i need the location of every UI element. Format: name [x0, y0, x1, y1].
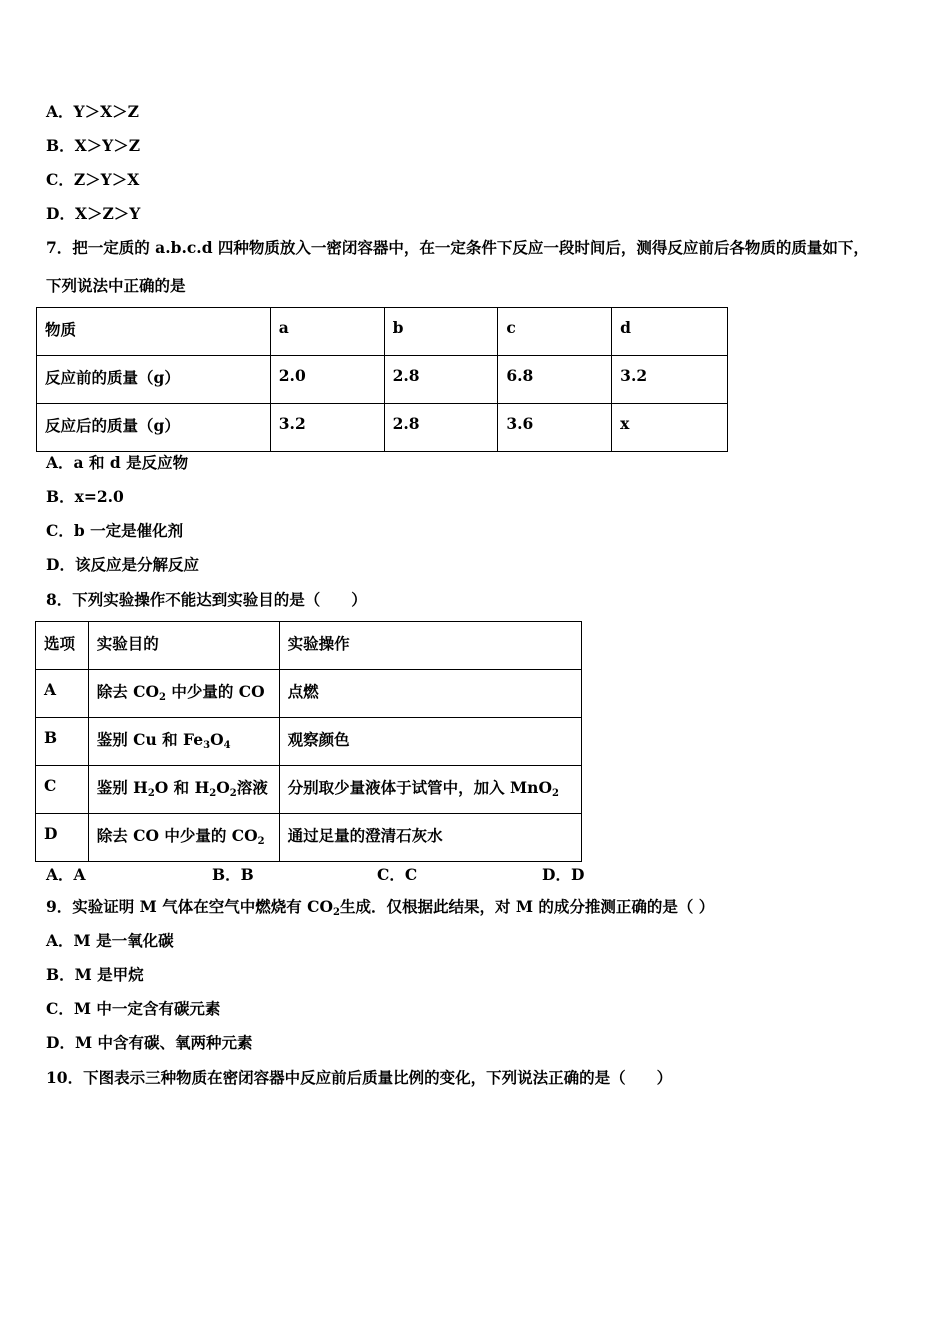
q10-stem: 10．下图表示三种物质在密闭容器中反应前后质量比例的变化，下列说法正确的是（ ） — [46, 1068, 673, 1087]
table-cell: 反应后的质量（g） — [37, 404, 271, 452]
table-cell: 观察颜色 — [279, 718, 581, 766]
table-cell: 2.8 — [384, 404, 498, 452]
q9-option-c: C．M 中一定含有碳元素 — [46, 999, 221, 1018]
q6-option-a: A．Y＞X＞Z — [46, 102, 139, 121]
q8-option-b: B．B — [212, 865, 254, 884]
table-cell: 2.0 — [270, 356, 384, 404]
table-cell: d — [612, 308, 728, 356]
q8-option-d: D．D — [542, 865, 585, 884]
table-cell: 分别取少量液体于试管中，加入 MnO$_2$ — [279, 766, 581, 814]
table-cell: A — [36, 670, 89, 718]
table-cell: x — [612, 404, 728, 452]
table-cell: B — [36, 718, 89, 766]
q8-experiment-table — [35, 621, 582, 862]
table-row — [36, 766, 582, 814]
table-row — [36, 718, 582, 766]
table-cell: 选项 — [36, 622, 89, 670]
q9-option-a: A．M 是一氧化碳 — [46, 931, 174, 950]
q6-option-d: D．X＞Z＞Y — [46, 204, 141, 223]
table-cell: 6.8 — [498, 356, 612, 404]
table-cell: 3.6 — [498, 404, 612, 452]
table-cell: 3.2 — [612, 356, 728, 404]
table-cell: 3.2 — [270, 404, 384, 452]
q7-mass-table — [36, 307, 728, 452]
table-cell: 点燃 — [279, 670, 581, 718]
table-row — [36, 670, 582, 718]
table-cell: a — [270, 308, 384, 356]
table-cell: 鉴别 $H_2O$ 和 $H_2O_2$溶液 — [88, 766, 279, 814]
q9-option-b: B．M 是甲烷 — [46, 965, 144, 984]
q7-stem-line1: 7．把一定质的 a.b.c.d 四种物质放入一密闭容器中，在一定条件下反应一段时间后，测得反应前后各物质的质量如下， — [46, 238, 869, 257]
table-cell: 反应前的质量（g） — [37, 356, 271, 404]
table-cell: b — [384, 308, 498, 356]
table-row — [37, 356, 728, 404]
q7-option-d: D．该反应是分解反应 — [46, 555, 199, 574]
q8-stem: 8．下列实验操作不能达到实验目的是（ ） — [46, 590, 367, 609]
table-cell: 实验操作 — [279, 622, 581, 670]
table-cell: 除去 $CO_2$ 中少量的 CO — [88, 670, 279, 718]
table-row — [36, 814, 582, 862]
table-cell: D — [36, 814, 89, 862]
table-cell: 除去 CO 中少量的 $CO_2$ — [88, 814, 279, 862]
q6-option-c: C．Z＞Y＞X — [46, 170, 140, 189]
q8-option-c: C．C — [377, 865, 418, 884]
table-cell: 鉴别 Cu 和 $Fe_3O_4$ — [88, 718, 279, 766]
table-cell: C — [36, 766, 89, 814]
q7-stem-line2: 下列说法中正确的是 — [46, 276, 186, 295]
q9-option-d: D．M 中含有碳、氧两种元素 — [46, 1033, 253, 1052]
q8-option-a: A．A — [46, 865, 86, 884]
table-cell: 通过足量的澄清石灰水 — [279, 814, 581, 862]
q9-stem: 9．实验证明 M 气体在空气中燃烧有 $CO_2$生成．仅根据此结果，对 M 的成分推测正确的是（ ） — [46, 897, 715, 918]
table-cell: c — [498, 308, 612, 356]
table-header-row — [37, 308, 728, 356]
table-header-row — [36, 622, 582, 670]
table-cell: 2.8 — [384, 356, 498, 404]
q7-option-b: B．x=2.0 — [46, 487, 124, 506]
table-cell: 物质 — [37, 308, 271, 356]
table-row — [37, 404, 728, 452]
q7-option-a: A．a 和 d 是反应物 — [46, 453, 189, 472]
q7-option-c: C．b 一定是催化剂 — [46, 521, 184, 540]
table-cell: 实验目的 — [88, 622, 279, 670]
q6-option-b: B．X＞Y＞Z — [46, 136, 141, 155]
